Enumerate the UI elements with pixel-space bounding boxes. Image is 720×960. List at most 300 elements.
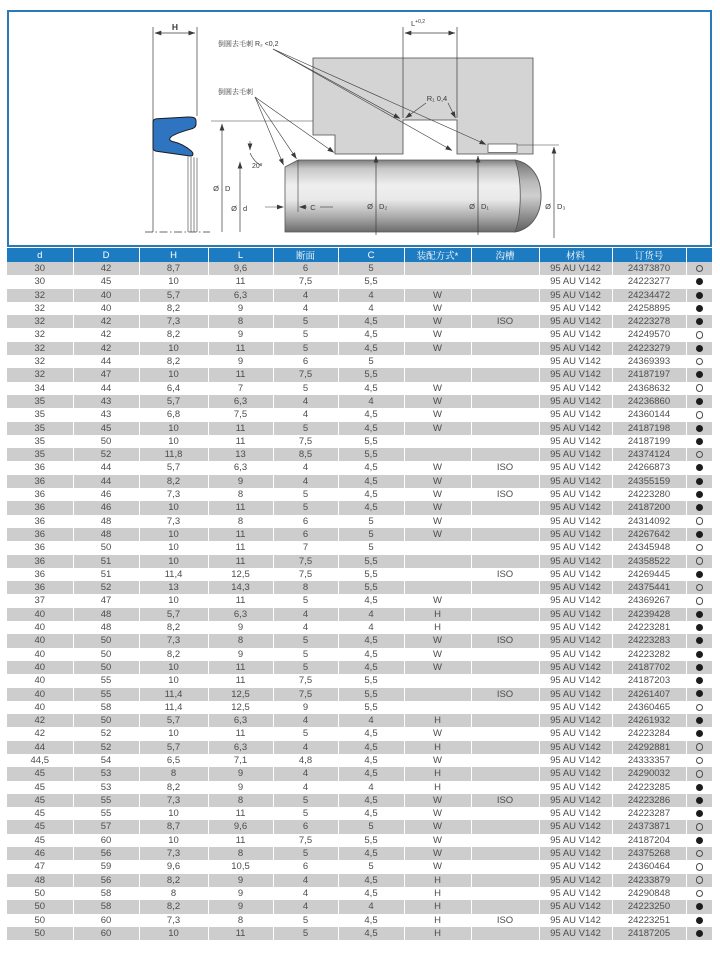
cell: 7,3 <box>139 315 208 328</box>
open-circle-icon <box>696 770 704 778</box>
cell <box>404 275 471 288</box>
table-row <box>7 395 712 408</box>
cell: 50 <box>73 648 139 661</box>
cell: 57 <box>73 820 139 833</box>
cell: 4,5 <box>338 328 404 341</box>
cell: 5,7 <box>139 714 208 727</box>
cell: 24374124 <box>612 448 686 461</box>
cell <box>471 900 539 913</box>
table-row <box>7 461 712 474</box>
retaining-recess <box>488 144 517 153</box>
cell: 10 <box>139 528 208 541</box>
cell: 10 <box>139 727 208 740</box>
cell: 24223277 <box>612 275 686 288</box>
filled-circle-cell <box>686 289 712 302</box>
cell: 4 <box>338 395 404 408</box>
cell <box>471 887 539 900</box>
cell: 6,3 <box>208 741 273 754</box>
cell: 36 <box>7 541 73 554</box>
filled-circle-cell <box>686 302 712 315</box>
cell: 12,5 <box>208 688 273 701</box>
filled-circle-icon <box>696 531 703 538</box>
cell: 4 <box>273 767 338 780</box>
open-circle-icon <box>696 823 704 831</box>
cell: 35 <box>7 408 73 421</box>
cell: 95 AU V142 <box>539 887 612 900</box>
cell <box>471 594 539 607</box>
cell: 51 <box>73 568 139 581</box>
cell: 10 <box>139 674 208 687</box>
filled-circle-icon <box>696 438 703 445</box>
filled-circle-icon <box>696 571 703 578</box>
cell: W <box>404 515 471 528</box>
cell: 10 <box>139 661 208 674</box>
cell <box>471 541 539 554</box>
filled-circle-cell <box>686 634 712 647</box>
cell: W <box>404 834 471 847</box>
cell: 7,5 <box>273 555 338 568</box>
cell: 8,2 <box>139 355 208 368</box>
cell: 11 <box>208 342 273 355</box>
cell: 8,2 <box>139 302 208 315</box>
filled-circle-icon <box>696 611 703 618</box>
cell: 8 <box>208 315 273 328</box>
cell: 55 <box>73 688 139 701</box>
cell <box>471 581 539 594</box>
cell: ISO <box>471 461 539 474</box>
cell <box>471 648 539 661</box>
cell: 95 AU V142 <box>539 342 612 355</box>
table-row <box>7 541 712 554</box>
cell: 11 <box>208 927 273 940</box>
cell: H <box>404 714 471 727</box>
cell: 53 <box>73 767 139 780</box>
cell: W <box>404 422 471 435</box>
cell: 32 <box>7 342 73 355</box>
open-circle-cell <box>686 847 712 860</box>
cell: 24355159 <box>612 475 686 488</box>
open-circle-cell <box>686 820 712 833</box>
cell: 4,5 <box>338 927 404 940</box>
filled-circle-cell <box>686 781 712 794</box>
cell: 5 <box>273 927 338 940</box>
cell: 95 AU V142 <box>539 847 612 860</box>
seal-installation-drawing <box>9 12 710 245</box>
cell <box>471 302 539 315</box>
cell: 24375268 <box>612 847 686 860</box>
cell: 95 AU V142 <box>539 688 612 701</box>
cell: 8,2 <box>139 900 208 913</box>
filled-circle-icon <box>696 345 703 352</box>
open-circle-icon <box>696 411 704 419</box>
cell: 4,5 <box>338 807 404 820</box>
cell: ISO <box>471 914 539 927</box>
cell: 8 <box>208 488 273 501</box>
cell: W <box>404 648 471 661</box>
cell: 9 <box>208 355 273 368</box>
dia-D3-label: D₃ <box>557 202 566 211</box>
cell: 24373870 <box>612 262 686 275</box>
cell: 58 <box>73 887 139 900</box>
deburr-r2-label: 倒圆去毛刺 R₂ <0,2 <box>218 41 279 48</box>
cell: 11 <box>208 541 273 554</box>
cell <box>471 435 539 448</box>
cell: 5,5 <box>338 435 404 448</box>
filled-circle-cell <box>686 834 712 847</box>
rod <box>285 160 541 232</box>
open-circle-cell <box>686 448 712 461</box>
cell: 5 <box>273 501 338 514</box>
cell: 95 AU V142 <box>539 594 612 607</box>
cell: 24187205 <box>612 927 686 940</box>
cell: 24314092 <box>612 515 686 528</box>
cell: 24223283 <box>612 634 686 647</box>
cell: 4,5 <box>338 315 404 328</box>
cell: 10 <box>139 555 208 568</box>
cell: 4 <box>338 900 404 913</box>
table-row <box>7 754 712 767</box>
cell: 95 AU V142 <box>539 794 612 807</box>
table-row <box>7 648 712 661</box>
cell: 10 <box>139 435 208 448</box>
open-circle-icon <box>696 757 704 765</box>
cell <box>471 701 539 714</box>
cell: 24223280 <box>612 488 686 501</box>
cell <box>471 501 539 514</box>
cell: 4,5 <box>338 648 404 661</box>
cell: 4,5 <box>338 408 404 421</box>
cell: ISO <box>471 488 539 501</box>
cell: 95 AU V142 <box>539 714 612 727</box>
cell <box>471 860 539 873</box>
cell: 4,5 <box>338 661 404 674</box>
cell: 50 <box>7 927 73 940</box>
col-header-section: 断面 <box>273 248 338 262</box>
cell: 53 <box>73 781 139 794</box>
cell: 55 <box>73 794 139 807</box>
cell: 50 <box>7 914 73 927</box>
filled-circle-cell <box>686 315 712 328</box>
cell: 95 AU V142 <box>539 820 612 833</box>
cell: 24187199 <box>612 435 686 448</box>
cell: 24358522 <box>612 555 686 568</box>
cell: 4 <box>273 475 338 488</box>
cell: 35 <box>7 448 73 461</box>
cell: 9 <box>208 900 273 913</box>
cell: W <box>404 634 471 647</box>
filled-circle-icon <box>696 278 703 285</box>
filled-circle-icon <box>696 478 703 485</box>
deburr-label: 倒圆去毛刺 <box>218 89 253 96</box>
filled-circle-cell <box>686 461 712 474</box>
cell: 36 <box>7 555 73 568</box>
cell: 24369393 <box>612 355 686 368</box>
filled-circle-icon <box>696 464 703 471</box>
open-circle-icon <box>696 557 704 565</box>
dia-D2-label: D₂ <box>379 202 388 211</box>
cell: H <box>404 741 471 754</box>
table-row <box>7 661 712 674</box>
cell: 95 AU V142 <box>539 608 612 621</box>
filled-circle-cell <box>686 422 712 435</box>
table-row <box>7 927 712 940</box>
cell: 32 <box>7 302 73 315</box>
filled-circle-cell <box>686 475 712 488</box>
cell: 4,5 <box>338 767 404 780</box>
cell: 34 <box>7 382 73 395</box>
cell: 47 <box>73 594 139 607</box>
cell: 51 <box>73 555 139 568</box>
cell <box>404 581 471 594</box>
table-row <box>7 781 712 794</box>
cell: 95 AU V142 <box>539 634 612 647</box>
cell: 5,5 <box>338 275 404 288</box>
cell: 37 <box>7 594 73 607</box>
cell: 5,5 <box>338 701 404 714</box>
cell: 4 <box>273 781 338 794</box>
cell: 9 <box>208 887 273 900</box>
cell: 40 <box>7 688 73 701</box>
table-row <box>7 262 712 275</box>
cell: 48 <box>73 528 139 541</box>
cell: 12,5 <box>208 568 273 581</box>
filled-circle-icon <box>696 917 703 924</box>
table-row <box>7 608 712 621</box>
cell: 4 <box>338 621 404 634</box>
open-circle-icon <box>696 451 704 459</box>
cell: 4,5 <box>338 461 404 474</box>
cell: 95 AU V142 <box>539 448 612 461</box>
cell: 24266873 <box>612 461 686 474</box>
cell: 24234472 <box>612 289 686 302</box>
col-header-order-no: 订货号 <box>612 248 686 262</box>
cell: 4 <box>273 714 338 727</box>
cell: 40 <box>7 674 73 687</box>
cell: ISO <box>471 688 539 701</box>
cell: 60 <box>73 927 139 940</box>
cell: H <box>404 874 471 887</box>
filled-circle-icon <box>696 491 703 498</box>
cell <box>471 727 539 740</box>
cell: 5 <box>273 488 338 501</box>
cell: 13 <box>139 581 208 594</box>
cell: 6,3 <box>208 714 273 727</box>
filled-circle-cell <box>686 674 712 687</box>
cell: 7,3 <box>139 515 208 528</box>
cell: 24187200 <box>612 501 686 514</box>
cell: 42 <box>73 315 139 328</box>
cell: 5 <box>273 422 338 435</box>
cell: 5 <box>338 860 404 873</box>
filled-circle-cell <box>686 528 712 541</box>
cell: 42 <box>73 342 139 355</box>
cell: 45 <box>7 781 73 794</box>
dia-D-sym: Ø <box>213 184 219 193</box>
filled-circle-cell <box>686 648 712 661</box>
cell: 24223287 <box>612 807 686 820</box>
cell: 5 <box>273 648 338 661</box>
cell <box>404 435 471 448</box>
cell: W <box>404 594 471 607</box>
cell <box>471 515 539 528</box>
cell: 4 <box>273 395 338 408</box>
table-row <box>7 594 712 607</box>
cell: 8,5 <box>273 448 338 461</box>
cell: 40 <box>7 608 73 621</box>
cell: 4 <box>338 781 404 794</box>
cell: 6,3 <box>208 289 273 302</box>
cell: 4 <box>338 714 404 727</box>
cell: 44 <box>73 355 139 368</box>
cell: 36 <box>7 488 73 501</box>
filled-circle-cell <box>686 488 712 501</box>
cell: 45 <box>7 794 73 807</box>
cell: 40 <box>7 648 73 661</box>
cell: 24290032 <box>612 767 686 780</box>
cell: 11 <box>208 422 273 435</box>
cell: 6 <box>273 515 338 528</box>
cell: W <box>404 488 471 501</box>
cell: 42 <box>73 262 139 275</box>
cell: 52 <box>73 741 139 754</box>
technical-drawing-panel <box>7 10 712 247</box>
cell: 45 <box>7 834 73 847</box>
cell: 4,8 <box>273 754 338 767</box>
cell: 95 AU V142 <box>539 648 612 661</box>
open-circle-icon <box>696 876 704 884</box>
cell: 6,8 <box>139 408 208 421</box>
cell: 44 <box>73 475 139 488</box>
cell: 95 AU V142 <box>539 568 612 581</box>
cell: 4,5 <box>338 422 404 435</box>
cell: 5,5 <box>338 555 404 568</box>
cell: 5,7 <box>139 289 208 302</box>
open-circle-cell <box>686 767 712 780</box>
cell: 60 <box>73 834 139 847</box>
cell: 5 <box>273 328 338 341</box>
cell: W <box>404 382 471 395</box>
cell: 48 <box>7 874 73 887</box>
dia-d-sym: Ø <box>231 204 237 213</box>
cell <box>471 874 539 887</box>
cell: W <box>404 395 471 408</box>
table-row <box>7 555 712 568</box>
cell: 24223282 <box>612 648 686 661</box>
table-row <box>7 727 712 740</box>
cell: 95 AU V142 <box>539 422 612 435</box>
filled-circle-cell <box>686 914 712 927</box>
cell: 4 <box>273 874 338 887</box>
open-circle-icon <box>696 850 704 858</box>
cell: 10 <box>139 275 208 288</box>
cell: 55 <box>73 807 139 820</box>
cell: 48 <box>73 515 139 528</box>
cell: 5 <box>273 914 338 927</box>
cell: 4 <box>338 302 404 315</box>
cell: 10 <box>139 807 208 820</box>
filled-circle-icon <box>696 784 703 791</box>
cell: 8,2 <box>139 781 208 794</box>
cell: 4,5 <box>338 594 404 607</box>
cell: 50 <box>73 661 139 674</box>
table-row <box>7 767 712 780</box>
cell: 24236860 <box>612 395 686 408</box>
cell: 24187204 <box>612 834 686 847</box>
cell: 24223278 <box>612 315 686 328</box>
filled-circle-icon <box>696 637 703 644</box>
cell: 52 <box>73 581 139 594</box>
seal-cross-section <box>153 117 196 156</box>
cell: 44,5 <box>7 754 73 767</box>
cell <box>471 927 539 940</box>
cell: 95 AU V142 <box>539 874 612 887</box>
cell: 5 <box>338 515 404 528</box>
cell: 8,7 <box>139 820 208 833</box>
cell <box>471 674 539 687</box>
cell: 14,3 <box>208 581 273 594</box>
cell <box>471 608 539 621</box>
cell: 30 <box>7 275 73 288</box>
open-circle-cell <box>686 594 712 607</box>
open-circle-cell <box>686 581 712 594</box>
cell: 4,5 <box>338 874 404 887</box>
cell: 5,7 <box>139 461 208 474</box>
cell: 24368632 <box>612 382 686 395</box>
cell: 45 <box>73 422 139 435</box>
open-circle-cell <box>686 328 712 341</box>
cell: 8,2 <box>139 874 208 887</box>
cell: 36 <box>7 568 73 581</box>
cell <box>471 528 539 541</box>
filled-circle-icon <box>696 425 703 432</box>
cell: H <box>404 608 471 621</box>
dim-H-label: H <box>171 22 179 32</box>
cell: 35 <box>7 395 73 408</box>
cell: 5 <box>338 528 404 541</box>
cell: 10 <box>139 368 208 381</box>
filled-circle-icon <box>696 624 703 631</box>
open-circle-icon <box>696 265 704 273</box>
table-row <box>7 475 712 488</box>
cell: W <box>404 302 471 315</box>
cell: 9 <box>208 328 273 341</box>
filled-circle-cell <box>686 661 712 674</box>
cell: 7,5 <box>273 275 338 288</box>
cell: 7 <box>273 541 338 554</box>
cell: 6 <box>273 528 338 541</box>
cell: 95 AU V142 <box>539 555 612 568</box>
cell: W <box>404 528 471 541</box>
cell: 7,3 <box>139 914 208 927</box>
cell: H <box>404 914 471 927</box>
cell: 24233879 <box>612 874 686 887</box>
cell: 95 AU V142 <box>539 315 612 328</box>
filled-circle-cell <box>686 395 712 408</box>
open-circle-cell <box>686 408 712 421</box>
cell: 4 <box>273 608 338 621</box>
cell: 4,5 <box>338 754 404 767</box>
cell: 4,5 <box>338 794 404 807</box>
cell <box>471 847 539 860</box>
cell: 11 <box>208 501 273 514</box>
cell: 95 AU V142 <box>539 408 612 421</box>
cell: 9 <box>208 475 273 488</box>
cell <box>471 408 539 421</box>
cell: 95 AU V142 <box>539 275 612 288</box>
cell: 24223279 <box>612 342 686 355</box>
cell <box>471 275 539 288</box>
cell: 6 <box>273 262 338 275</box>
